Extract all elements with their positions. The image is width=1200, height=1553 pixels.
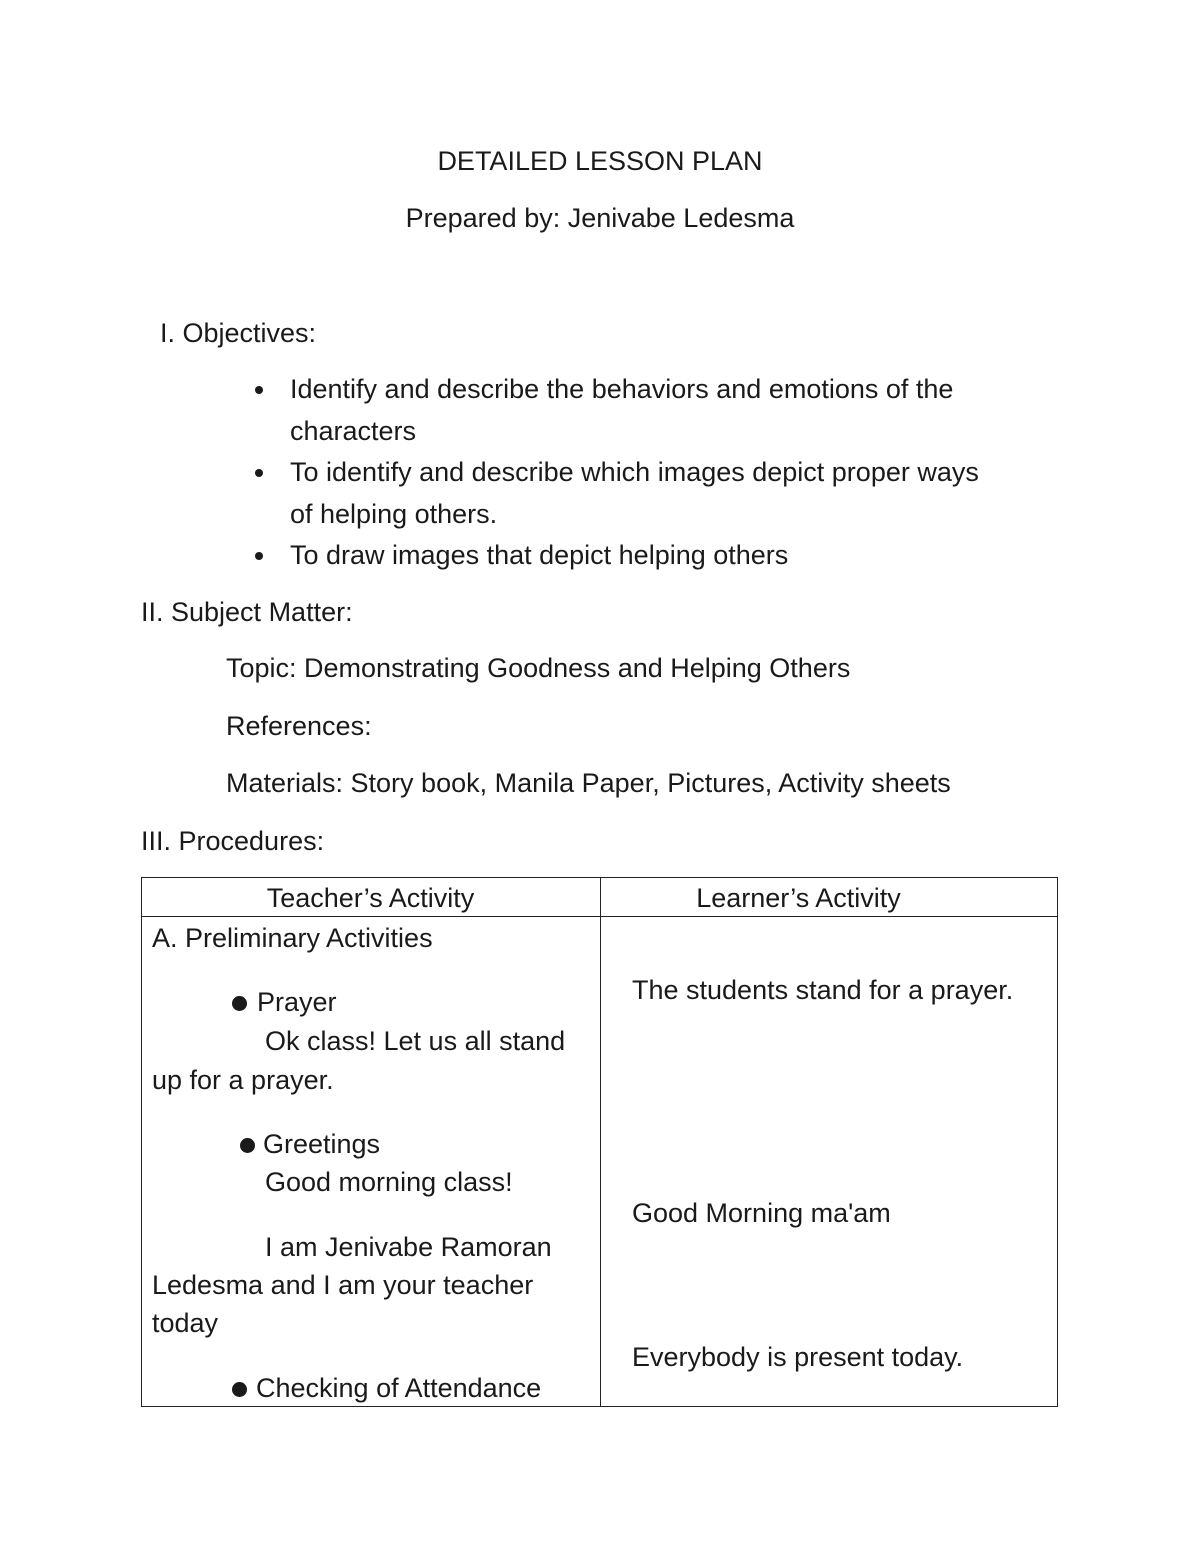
learner-activity-header: Learner’s Activity <box>696 883 901 913</box>
prayer-label: Prayer <box>257 987 337 1017</box>
topic-line: Topic: Demonstrating Goodness and Helping Others <box>226 653 851 683</box>
preliminary-activities-label: A. Preliminary Activities <box>152 923 433 953</box>
materials-line: Materials: Story book, Manila Paper, Pictures, Activity sheets <box>226 768 951 798</box>
objectives-heading: I. Objectives: <box>160 318 317 348</box>
prepared-by: Prepared by: Jenivabe Ledesma <box>405 203 795 233</box>
teacher-intro: Ledesma and I am your teacher <box>152 1270 534 1300</box>
references-line: References: <box>226 711 372 741</box>
objective-text: To draw images that depict helping others <box>290 540 789 570</box>
prayer-instruction: Ok class! Let us all stand <box>265 1026 566 1056</box>
learner-prayer-response: The students stand for a prayer. <box>632 975 1014 1005</box>
learner-greeting-response: Good Morning ma'am <box>632 1198 891 1228</box>
bullet-icon <box>232 996 247 1011</box>
objective-text: of helping others. <box>290 499 498 529</box>
teacher-intro: today <box>152 1308 219 1338</box>
procedures-heading: III. Procedures: <box>141 826 325 856</box>
objective-text: To identify and describe which images depict proper ways <box>290 457 979 487</box>
objective-text: Identify and describe the behaviors and emotions of the <box>290 374 954 404</box>
learner-attendance-response: Everybody is present today. <box>632 1342 964 1372</box>
subject-matter-heading: II. Subject Matter: <box>141 597 353 627</box>
attendance-label: Checking of Attendance <box>256 1373 542 1403</box>
table-column-divider <box>600 877 601 1407</box>
bullet-icon <box>232 1382 247 1397</box>
bullet-icon <box>255 469 263 477</box>
teacher-intro: I am Jenivabe Ramoran <box>265 1232 552 1262</box>
bullet-icon <box>255 552 263 560</box>
objective-text: characters <box>290 416 417 446</box>
greetings-label: Greetings <box>263 1129 381 1159</box>
teacher-activity-header: Teacher’s Activity <box>266 883 475 913</box>
bullet-icon <box>255 386 263 394</box>
greetings-text: Good morning class! <box>265 1167 513 1197</box>
bullet-icon <box>240 1138 255 1153</box>
document-title: DETAILED LESSON PLAN <box>437 146 763 176</box>
prayer-instruction: up for a prayer. <box>152 1065 334 1095</box>
